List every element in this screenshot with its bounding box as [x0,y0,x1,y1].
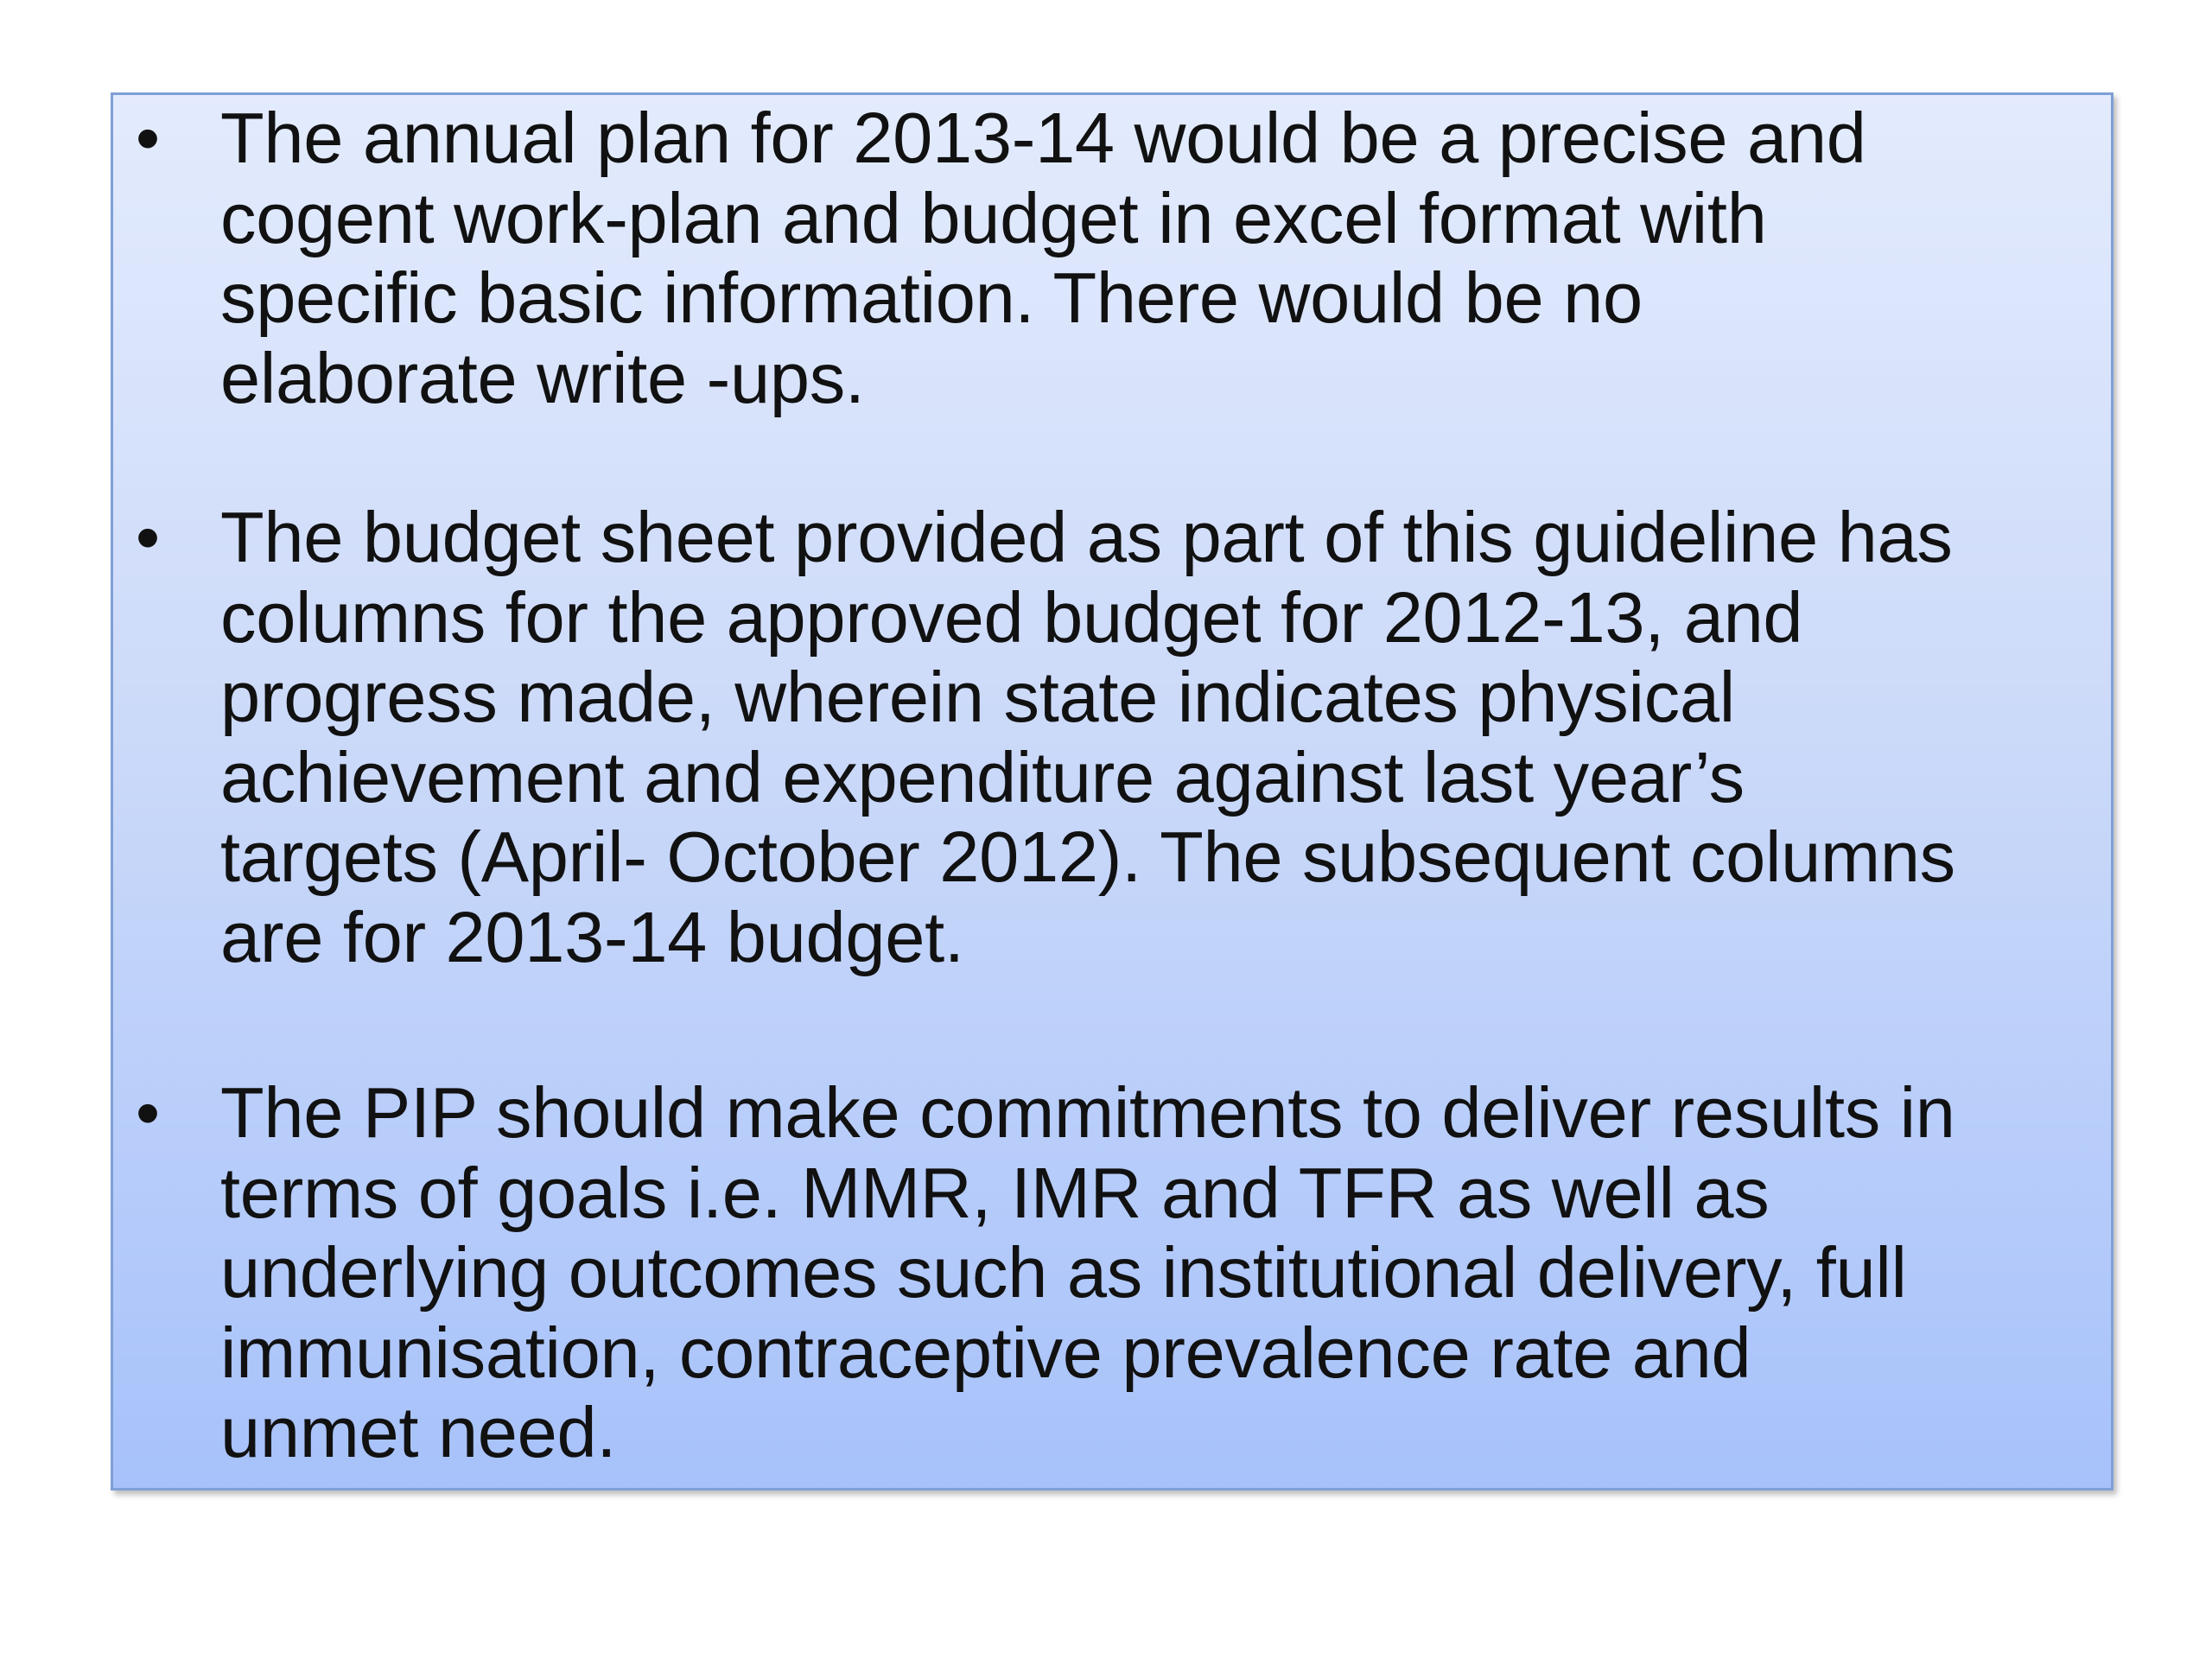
bullet-dot-icon: • [136,99,161,176]
bullet-dot-icon: • [136,499,161,575]
bullet-text: The PIP should make commitments to deliver results in terms of goals i.e. MMR, IMR and TFR as well as underlying outcomes such as institutional delivery, full immunisation, contraceptive prevalence rate and unmet need. [220,1072,1955,1472]
bullet-dot-icon: • [136,1074,161,1151]
content-text-box [111,92,2113,1491]
bullet-text: The budget sheet provided as part of this guideline has columns for the approved budget for 2012-13, and progress made, wherein state indicates physical achievement and expenditure against last year’s targets (April- October 2012). The subsequent columns are for 2013-14 budget. [220,497,1955,977]
bullet-text: The annual plan for 2013-14 would be a precise and cogent work-plan and budget in excel format with specific basic information. There would be no elaborate write -ups. [220,98,1866,418]
